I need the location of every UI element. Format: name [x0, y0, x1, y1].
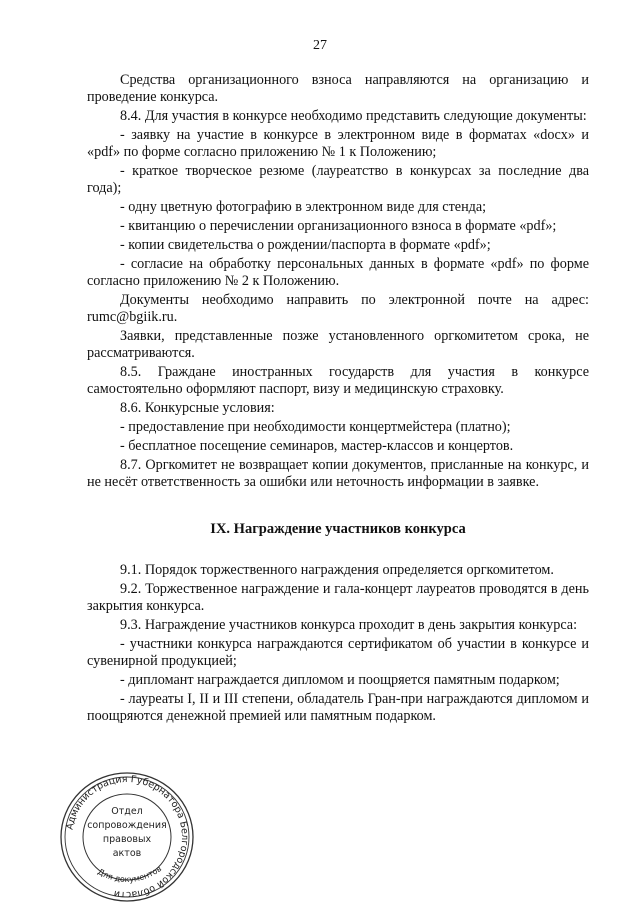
list-item: - лауреаты I, II и III степени, обладатель Гран-при награждаются дипломом и поощряются денежной премией или памятным подарком.: [87, 691, 589, 724]
paragraph: Документы необходимо направить по электронной почте на адрес: rumc@bgiik.ru.: [87, 292, 589, 325]
paragraph: 8.7. Оргкомитет не возвращает копии документов, присланные на конкурс, и не несёт ответственность за ошибки или неточность информации в заявке.: [87, 457, 589, 490]
list-item: - предоставление при необходимости концертмейстера (платно);: [120, 419, 511, 435]
stamp-line: сопровождения: [87, 820, 167, 831]
paragraph: 8.4. Для участия в конкурсе необходимо представить следующие документы:: [120, 108, 587, 124]
paragraph: 8.5. Граждане иностранных государств для участия в конкурсе самостоятельно оформляют паспорт, визу и медицинскую страховку.: [87, 364, 589, 397]
list-item: - копии свидетельства о рождении/паспорта в формате «pdf»;: [120, 237, 491, 253]
stamp-line: правовых: [102, 834, 152, 845]
paragraph: 9.2. Торжественное награждение и гала-концерт лауреатов проводятся в день закрытия конкурса.: [87, 581, 589, 614]
stamp-icon: [58, 770, 196, 904]
stamp-outer-text: Администрация Губернатора Белгородской области: [64, 773, 191, 901]
list-item: - согласие на обработку персональных данных в формате «pdf» по форме согласно приложению № 2 к Положению.: [87, 256, 589, 289]
stamp-line: Отдел: [111, 806, 143, 817]
list-item: - одну цветную фотографию в электронном виде для стенда;: [120, 199, 487, 215]
paragraph: 9.3. Награждение участников конкурса проходит в день закрытия конкурса:: [120, 617, 578, 633]
document-body: [87, 72, 589, 727]
stamp-bottom-text: Для документов: [96, 864, 164, 885]
list-item: - дипломант награждается дипломом и поощряется памятным подарком;: [120, 672, 560, 688]
svg-text:Для документов: [96, 864, 163, 884]
list-item: - квитанцию о перечислении организационного взноса в формате «pdf»;: [120, 218, 557, 234]
list-item: - участники конкурса награждаются сертификатом об участии в конкурсе и сувенирной продукцией;: [87, 636, 589, 669]
paragraph: Заявки, представленные позже установленного оргкомитетом срока, не рассматриваются.: [87, 328, 589, 361]
section-title: IX. Награждение участников конкурса: [210, 521, 466, 537]
list-item: - бесплатное посещение семинаров, мастер-классов и концертов.: [120, 438, 514, 454]
paragraph: Средства организационного взноса направляются на организацию и проведение конкурса.: [87, 72, 589, 105]
list-item: - краткое творческое резюме (лауреатство в конкурсах за последние два года);: [87, 163, 589, 196]
official-stamp: [58, 770, 196, 904]
list-item: - заявку на участие в конкурсе в электронном виде в форматах «docx» и «pdf» по форме согласно приложению № 1 к Положению;: [87, 127, 589, 160]
paragraph: 8.6. Конкурсные условия:: [120, 400, 275, 416]
stamp-line: актов: [112, 848, 142, 859]
paragraph: 9.1. Порядок торжественного награждения определяется оргкомитетом.: [120, 562, 554, 578]
page-number: 27: [313, 38, 327, 53]
